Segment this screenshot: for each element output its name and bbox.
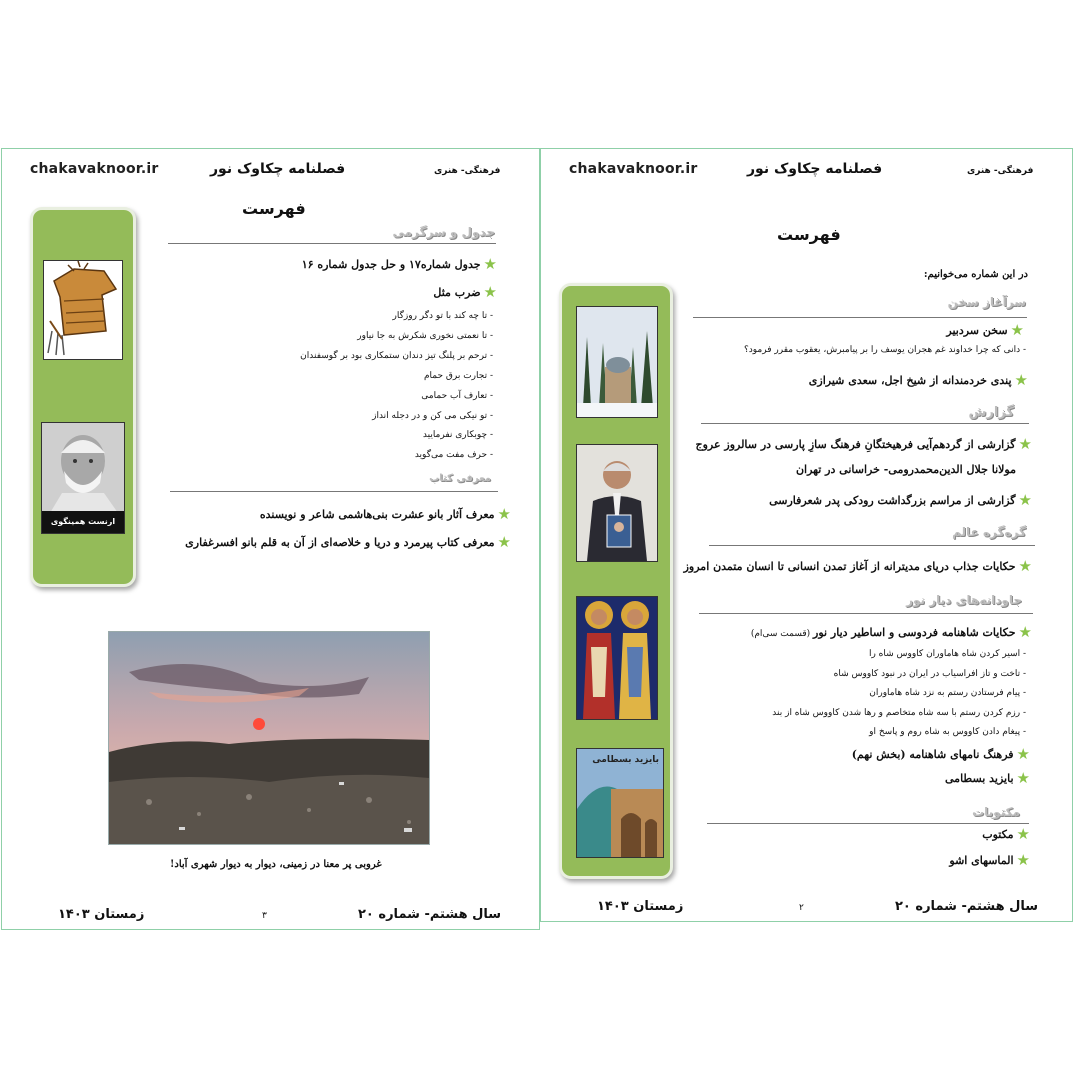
toc-title: فهرست bbox=[777, 225, 841, 244]
book-cover-photo bbox=[576, 748, 664, 858]
sunset-photo bbox=[108, 631, 430, 845]
section-title-eternals: جاودانه‌های دیار نور bbox=[906, 593, 1022, 607]
section-rule bbox=[699, 613, 1033, 614]
section-rule bbox=[170, 491, 498, 492]
section-title-opening: سرآغاز سخن bbox=[947, 295, 1026, 309]
hemingway-portrait bbox=[41, 422, 125, 534]
toc-item-proverbs[interactable]: ★ضرب مثل bbox=[433, 283, 497, 301]
toc-item-osho[interactable]: ★الماسهای اشو bbox=[949, 851, 1030, 869]
magazine-title: فصلنامه چکاوک نور bbox=[210, 161, 346, 177]
photo-caption: غروبی پر معنا در زمینی، دیوار به دیوار شهری آباد! bbox=[170, 859, 382, 870]
magazine-title: فصلنامه چکاوک نور bbox=[747, 161, 883, 177]
toc-item-puzzle[interactable]: ★جدول شماره۱۷ و حل جدول شماره ۱۶ bbox=[301, 255, 497, 273]
star-icon: ★ bbox=[1018, 557, 1032, 575]
toc-subitem[interactable]: - تا چه کند با تو دگر روزگار bbox=[392, 311, 493, 321]
star-icon: ★ bbox=[1010, 321, 1024, 339]
toc-item-shahnameh[interactable]: ★حکایات شاهنامه فردوسی و اساطیر دیار نور (قسمت سی‌ام) bbox=[750, 623, 1032, 641]
toc-subitem[interactable]: - پیغام دادن کاووس به شاه روم و پاسخ او bbox=[869, 727, 1026, 737]
star-icon: ★ bbox=[497, 505, 511, 523]
toc-subitem[interactable]: - تجارت برق حمام bbox=[423, 371, 493, 381]
toc-subitem[interactable]: - حرف مفت می‌گوید bbox=[414, 450, 493, 460]
star-icon: ★ bbox=[1014, 371, 1028, 389]
toc-item-book-1[interactable]: ★معرف آثار بانو عشرت بنی‌هاشمی شاعر و نویسنده bbox=[259, 505, 511, 523]
toc-subitem[interactable]: - تو نیکی می کن و در دجله انداز bbox=[372, 411, 493, 421]
star-icon: ★ bbox=[1018, 623, 1032, 641]
toc-subitem[interactable]: - تاخت و تاز افراسیاب در ایران در نبود کاووس شاه bbox=[833, 669, 1026, 679]
star-icon: ★ bbox=[1016, 745, 1030, 763]
toc-subitem[interactable]: - دانی که چرا خداوند غم هجران یوسف را بر پیامبرش، یعقوب مقرر فرمود؟ bbox=[744, 345, 1026, 355]
toc-item-report-2[interactable]: ★گزارشی از مراسم بزرگداشت رودکی پدر شعرفارسی bbox=[769, 491, 1032, 509]
star-icon: ★ bbox=[1016, 769, 1030, 787]
sidebar-panel bbox=[30, 207, 136, 587]
page-number: ۲ bbox=[799, 903, 804, 913]
toc-item-saadi[interactable]: ★پندی خردمندانه از شیخ اجل، سعدی شیرازی bbox=[808, 371, 1028, 389]
toc-item-letter[interactable]: ★مکتوب bbox=[982, 825, 1030, 843]
page-number: ۳ bbox=[262, 911, 267, 921]
section-title-puzzles: جدول و سرگرمی bbox=[392, 225, 495, 239]
toc-subitem[interactable]: - تا نعمتی نخوری شکرش به جا نیاور bbox=[357, 331, 493, 341]
icon-painting-photo bbox=[576, 596, 658, 720]
toc-intro: در این شماره می‌خوانیم: bbox=[923, 269, 1028, 280]
right-page bbox=[540, 148, 1073, 922]
toc-subitem[interactable]: - پیام فرستادن رستم به نزد شاه هاماوران bbox=[869, 688, 1026, 698]
toc-item-editorial[interactable]: ★سخن سردبیر bbox=[946, 321, 1024, 339]
star-icon: ★ bbox=[483, 283, 497, 301]
section-title-books: معرفی کتاب bbox=[429, 473, 491, 484]
hay-bundle-illustration bbox=[43, 260, 123, 360]
star-icon: ★ bbox=[1016, 851, 1030, 869]
sidebar-panel bbox=[559, 283, 673, 879]
magazine-category: فرهنگی- هنری bbox=[967, 166, 1034, 176]
toc-item-bayazid[interactable]: ★بایزید بسطامی bbox=[945, 769, 1030, 787]
toc-subitem[interactable]: - ترحم بر پلنگ تیز دندان ستمکاری بود بر گوسفندان bbox=[300, 351, 493, 361]
toc-title: فهرست bbox=[242, 199, 306, 218]
star-icon: ★ bbox=[497, 533, 511, 551]
toc-subitem[interactable]: - تعارف آب حمامی bbox=[421, 391, 493, 401]
footer-season: زمستان ۱۴۰۳ bbox=[58, 907, 145, 922]
sidebar-photo-caption: ارنست همینگوی bbox=[42, 511, 124, 533]
section-rule bbox=[701, 423, 1029, 424]
section-title-writings: مکتوبات bbox=[972, 805, 1020, 819]
elder-portrait-photo bbox=[576, 444, 658, 562]
site-url[interactable]: chakavaknoor.ir bbox=[569, 161, 698, 177]
star-icon: ★ bbox=[483, 255, 497, 273]
toc-subitem[interactable]: - اسیر کردن شاه هاماوران کاووس شاه را bbox=[868, 649, 1026, 659]
star-icon: ★ bbox=[1018, 435, 1032, 453]
toc-subitem[interactable]: - رزم کردن رستم با سه شاه متخاصم و رها شدن کاووس شاه از بند bbox=[772, 708, 1026, 718]
section-title-report: گزارش bbox=[968, 405, 1014, 420]
toc-item-names-dictionary[interactable]: ★فرهنگ نامهای شاهنامه (بخش نهم) bbox=[851, 745, 1030, 763]
site-url[interactable]: chakavaknoor.ir bbox=[30, 161, 159, 177]
magazine-category: فرهنگی- هنری bbox=[434, 166, 501, 176]
book-cover-title: بایزید بسطامی bbox=[592, 755, 659, 765]
toc-item-report-1[interactable]: ★گزارشی از گردهم‌آیی فرهیختگانِ فرهنگ سازِ پارسی در سالروز عروج bbox=[695, 435, 1032, 453]
toc-item-report-1-cont[interactable]: مولانا جلال الدین‌محمدرومی- خراسانی در تهران bbox=[795, 463, 1016, 476]
section-rule bbox=[693, 317, 1027, 318]
star-icon: ★ bbox=[1016, 825, 1030, 843]
toc-item-book-2[interactable]: ★معرفی کتاب پیرمرد و دریا و خلاصه‌ای از آن به قلم بانو افسرغفاری bbox=[185, 533, 511, 551]
section-rule bbox=[707, 823, 1029, 824]
section-title-world: گره‌گره عالم bbox=[952, 525, 1026, 539]
section-rule bbox=[168, 243, 496, 244]
footer-issue: سال هشتم- شماره ۲۰ bbox=[895, 899, 1039, 914]
left-page bbox=[1, 148, 540, 930]
toc-item-mediterranean[interactable]: ★حکایات جذاب دریای مدیترانه از آغاز تمدن انسانی تا انسان متمدن امروز bbox=[683, 557, 1032, 575]
star-icon: ★ bbox=[1018, 491, 1032, 509]
mausoleum-photo bbox=[576, 306, 658, 418]
footer-issue: سال هشتم- شماره ۲۰ bbox=[358, 907, 502, 922]
section-rule bbox=[709, 545, 1035, 546]
toc-subitem[interactable]: - چوبکاری نفرمایید bbox=[422, 430, 493, 440]
footer-season: زمستان ۱۴۰۳ bbox=[597, 899, 684, 914]
